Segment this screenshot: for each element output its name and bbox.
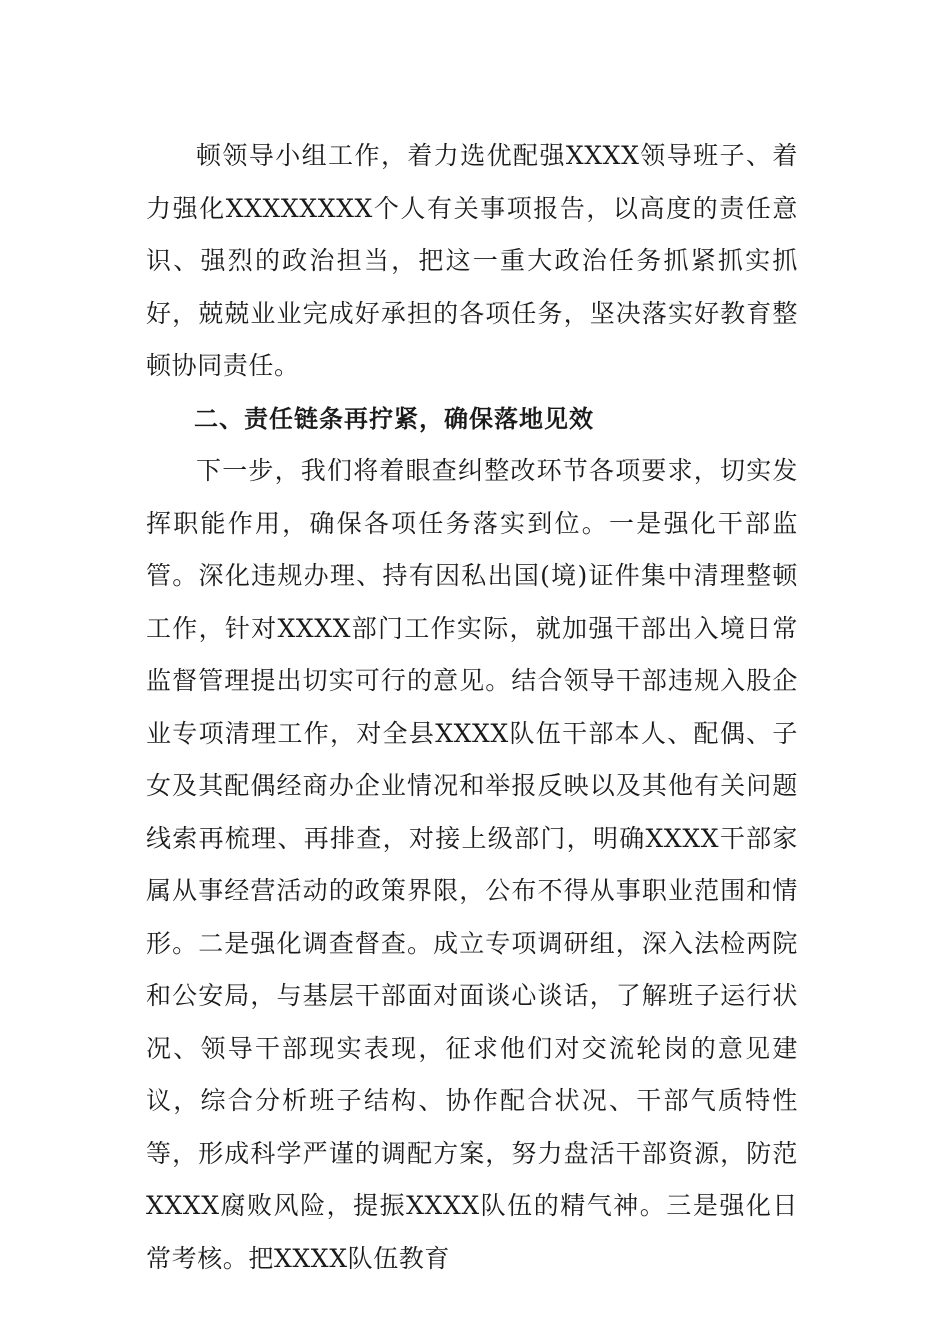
document-body [146, 130, 798, 1285]
section-heading: 二、责任链条再拧紧，确保落地见效 [194, 404, 594, 433]
paragraph-continued: 顿领导小组工作，着力选优配强XXXX领导班子、着力强化XXXXXXXX个人有关事项报告，以高度的责任意识、强烈的政治担当，把这一重大政治任务抓紧抓实抓好，兢兢业业完成好承担的各项任务，坚决落实好教育整顿协同责任。 [146, 141, 798, 380]
paragraph-body: 下一步，我们将着眼查纠整改环节各项要求，切实发挥职能作用，确保各项任务落实到位。一是强化干部监管。深化违规办理、持有因私出国(境)证件集中清理整顿工作，针对XXXX部门工作实际，就加强干部出入境日常监督管理提出切实可行的意见。结合领导干部违规入股企业专项清理工作，对全县XXXX队伍干部本人、配偶、子女及其配偶经商办企业情况和举报反映以及其他有关问题线索再梳理、再排查，对接上级部门，明确XXXX干部家属从事经营活动的政策界限，公布不得从事职业范围和情形。二是强化调查督查。成立专项调研组，深入法检两院和公安局，与基层干部面对面谈心谈话，了解班子运行状况、领导干部现实表现，征求他们对交流轮岗的意见建议，综合分析班子结构、协作配合状况、干部气质特性等，形成科学严谨的调配方案，努力盘活干部资源，防范XXXX腐败风险，提振XXXX队伍的精气神。三是强化日常考核。把XXXX队伍教育 [146, 456, 798, 1273]
